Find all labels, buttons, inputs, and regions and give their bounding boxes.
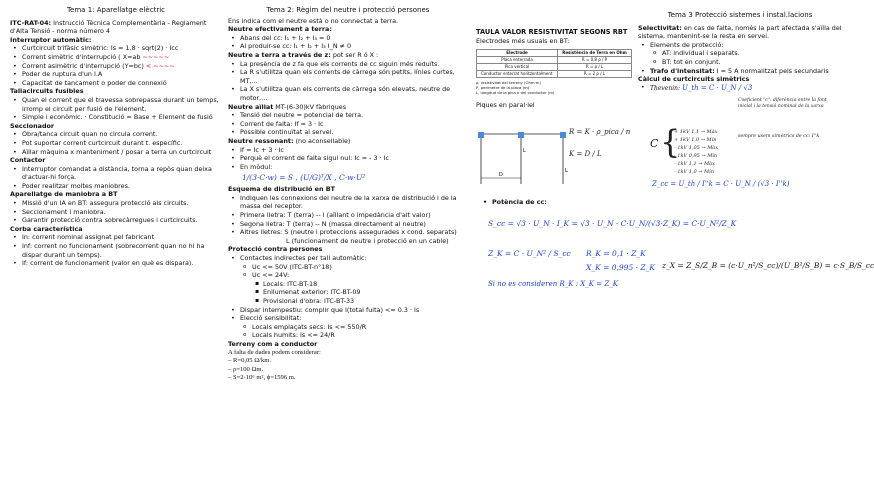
handwritten-scc: S_cc = √3 · U_N · I_K = √3 · U_N · C·U_N/(√3·Z_K) = C·U_N²/Z_K: [488, 219, 737, 228]
maniobra-list: [10, 199, 222, 225]
taula-title: TAULA VALOR RESISTIVITAT SEGONS RBT: [476, 28, 628, 36]
list-item: • If = Ic + 3 · Ic: [228, 146, 468, 155]
elements-list: [638, 41, 842, 75]
list-item: • Corrent de falta: If = 3 · Ic: [228, 120, 468, 129]
table-row: Placa enterrada R = 0,8 ρ / P: [477, 57, 632, 64]
list-item: ▪ Enllumenat exterior: ITC-BT-09: [228, 288, 468, 297]
handwritten-k-formula: K = D / L: [569, 150, 602, 158]
heading-seccionador: Seccionador: [10, 121, 55, 130]
contactor-list: [10, 165, 222, 191]
tema2-title: Tema 2: Règim del neutre i protecció persones: [266, 6, 430, 14]
heading-proteccio: Protecció contra persones: [228, 245, 323, 254]
proteccio-list: [228, 254, 468, 340]
formula-zx: z_X = Z_S/Z_B = (c·U_n²/S_cc)/(U_B²/S_B) = c·S_B/S_cc: [662, 261, 874, 270]
list-item: • Abans del cc: I₁ + I₂ + I₃ = 0: [228, 34, 468, 43]
column-tema2: [228, 0, 468, 383]
handwritten-mark: < ~~~~: [145, 61, 175, 70]
esquema-tail: L (funcionament de neutre i protecció en un cable): [286, 236, 449, 245]
neutre-intro: Ens indica com el neutre està o no connectat a terra.: [228, 16, 399, 25]
tema3-title: Tema 3 Protecció sistemes i instal.lacions: [667, 11, 813, 19]
handwritten-thevenin: U_th = C · U_N / √3: [681, 83, 753, 92]
terreny-item: – ρ=100 Ωm.: [228, 365, 264, 373]
heading-neutre-aillat: Neutre aïllat MT-(6-30)kV fàbriques: [228, 102, 347, 111]
list-item: • Aïllar màquina x manteniment / posar a terra un curtcircuit: [10, 148, 222, 157]
table-notes: ρ, resistivitat del terreny (Ohm·m) P, perímetre de la placa (m) L, longitud de la pica o del conductor (m): [476, 80, 555, 96]
taula-subtitle: Electrodes més usuals en BT:: [476, 36, 570, 45]
corba-list: [10, 233, 222, 267]
list-item: • Poder de ruptura d'un I.A: [10, 70, 222, 79]
interruptor-list: [10, 44, 222, 87]
heading-neutre-ressonant: Neutre ressonant: (no aconsellable): [228, 136, 351, 145]
itc-text: Instrucció Tècnica Complementària - Reglament d'Alta Tensió - norma número 4: [10, 18, 207, 36]
list-item: • La presència de z fa que els corrents de cc siguin més reduïts.: [228, 60, 468, 69]
list-item: • Seccionament i maniobra.: [10, 208, 222, 217]
heading-fusibles: Tallacircuits fusibles: [10, 87, 84, 96]
heading-corba: Corba característica: [10, 224, 83, 233]
diagram-label: L: [565, 168, 568, 174]
table-header: Resistència de Terra en Ohm: [558, 50, 632, 57]
list-item: • Segona lletra: T (terra) -- N (massa directament al neutre): [228, 220, 468, 229]
heading-neutre-z: Neutre a terra a través de z: pot ser R ó X :: [228, 50, 379, 59]
list-item: • Corrent simètric d'interrupció ( X=ab ~~~~~: [10, 53, 222, 62]
list-item: • Missió d'un IA en BT: assegura protecció als circuits.: [10, 199, 222, 208]
handwritten-note: Si no es consideren R_K : X_K = Z_K: [488, 280, 618, 288]
table-header: Electrode: [477, 50, 558, 57]
list-item: • Primera lletra: T (terra) -- I (aïllant o impedància d'alt valor): [228, 211, 468, 220]
handwritten-rk: R_K = 0,1 · Z_K: [586, 249, 646, 258]
list-item: • Possible continuïtat al servei.: [228, 128, 468, 137]
list-item: o Locals humits: Is <= 24/R: [228, 331, 468, 340]
handwritten-xk: X_K = 0,995 · Z_K: [586, 263, 655, 272]
heading-terreny: Terreny com a conductor: [228, 339, 318, 348]
column-tema3: [638, 0, 842, 188]
diagram-label: D: [499, 172, 503, 178]
pica: [518, 132, 524, 138]
diagram-label: L: [523, 148, 526, 154]
list-item: • Dispar intempestiu: complir que I(total fuita) <= 0.3 · Is: [228, 306, 468, 315]
list-item: o AT: individual i separats.: [638, 49, 842, 58]
pica: [478, 132, 484, 138]
list-item: • La X s'utilitza quan els corrents de càrrega són elevats, neutre de motor,...: [228, 85, 468, 102]
list-item: • Contactes indirectes per tall automàtic:: [228, 254, 468, 263]
list-item: • Poder realitzar moltes maniobres.: [10, 182, 222, 191]
piques-diagram: [476, 128, 572, 188]
list-item: • En mòdul:: [228, 163, 468, 172]
list-item: • Altres lletres: S (neutre i proteccions assegurades x cond. separats): [228, 228, 468, 237]
list-item: • Tensió del neutre = potencial de terra.: [228, 111, 468, 120]
list-item: • La R s'utilitza quan els corrents de càrrega són petits, línies curtes, MT,...: [228, 68, 468, 85]
list-item: • Obra/tanca circuit quan no circula corrent.: [10, 130, 222, 139]
selectivitat-heading: Selectivitat:: [638, 23, 682, 32]
calcul-heading: Càlcul de curtcircuits simètrics: [638, 75, 750, 84]
aillat-list: [228, 111, 468, 137]
heading-interruptor: Interruptor automàtic:: [10, 35, 92, 44]
ressonant-list: [228, 146, 468, 172]
list-item: o Locals emplaçats secs: Is <= 550/R: [228, 323, 468, 332]
list-item: o BT: tot en conjunt.: [638, 58, 842, 67]
piques-heading: Piques en paral·lel: [476, 101, 535, 110]
thevenin-list: [638, 84, 842, 94]
handwritten-note-c: Coeficient "c": diferència entre la font inicial i la tensió nominal de la xarxa: [738, 98, 827, 109]
list-item: ▪ Provisional d'obra: ITC-BT-33: [228, 297, 468, 306]
list-item: • If: corrent de funcionament (valor en què es dispara).: [10, 259, 222, 268]
seccionador-list: [10, 130, 222, 156]
list-item: • Pot suportar corrent curtcircuit durant t. específic.: [10, 139, 222, 148]
list-item: • Simple i econòmic. · Constitució = Base + Element de fusió: [10, 113, 222, 122]
heading-esquema: Esquema de distribució en BT: [228, 185, 335, 194]
itc-tag: ITC-RAT-04:: [10, 18, 52, 27]
table-row: Pica vertical R = ρ / L: [477, 64, 632, 71]
handwritten-zcc: Z_cc = U_th / I''k = C · U_N / (√3 · I''k): [652, 180, 790, 188]
list-item: • Al produir-se cc: I₁ + I₂ + I₃ I_N ≠ 0: [228, 42, 468, 51]
terreny-item: – R=0,05 Ω/km.: [228, 357, 272, 365]
list-item: o Uc <= 24V:: [228, 271, 468, 280]
list-item: o Uc <= 50V (ITC-BT-n°18): [228, 263, 468, 272]
list-item: • Curtcircuit trifàsic simètric: Is = 1.8 · sqrt(2) · Icc: [10, 44, 222, 53]
terra-list: [228, 34, 468, 51]
list-item: • Quan el corrent que el travessa sobrepassa durant un temps, irromp el circuit per fusió de l'element.: [10, 96, 222, 113]
heading-contactor: Contactor: [10, 156, 46, 165]
fusibles-list: [10, 96, 222, 122]
handwritten-mark: ~~~~~: [142, 52, 170, 61]
tema1-title: Tema 1: Aparellatge elèctric: [66, 6, 166, 14]
list-item: • Elements de protecció:: [638, 41, 842, 50]
selectivitat-text: en cas de falta, només la part afectada s'aïlla del sistema, mantenint-se la resta en servei.: [638, 23, 842, 41]
handwritten-c-symbol: C: [650, 137, 659, 150]
list-item: • Indiquen les connexions del neutre de la xarxa de distribució i de la massa del receptor.: [228, 194, 468, 211]
handwritten-note-simetrics: sempre usem simètrics de cc: I''k: [738, 134, 820, 139]
potencia-heading: • Potència de cc:: [480, 198, 680, 207]
list-item: • Thevenin: U_th = C · U_N / √3: [638, 84, 842, 94]
handwritten-zk: Z_K = C · U_N² / S_cc: [488, 249, 571, 258]
column-tema1: [10, 0, 222, 268]
list-item: • Corrent asimètric d'interrupció (Y=bc) < ~~~~: [10, 62, 222, 71]
resistivitat-table: [476, 49, 632, 78]
list-item: • Inf: corrent no funcionament (sobrecorrent quan no hi ha dispar durant un temps).: [10, 242, 222, 259]
heading-neutre-terra: Neutre efectivament a terra:: [228, 25, 332, 34]
terreny-intro: A falta de dades podem considerar:: [228, 348, 321, 356]
table-row: Conductor enterrat horitzontalment R = 2 ρ / L: [477, 71, 632, 78]
list-item: • Capacitat de tancament o poder de connexió: [10, 79, 222, 88]
handwritten-r-formula: R = K · ρ_pica / n: [569, 128, 631, 136]
handwritten-brace: {: [660, 123, 681, 161]
list-item: ▪ Locals: ITC-BT-18: [228, 280, 468, 289]
list-item: • Trafo d'intensitat: I = 5 A normalitzat pels secundaris: [638, 67, 842, 76]
list-item: • Elecció sensibilitat:: [228, 314, 468, 323]
esquema-list: [228, 194, 468, 237]
heading-maniobra: Aparellatge de maniobra a BT: [10, 190, 118, 199]
z-list: [228, 60, 468, 103]
list-item: • Perquè el corrent de falta sigui nul: Ic = - 3 · Ic: [228, 154, 468, 163]
pica: [560, 132, 566, 138]
terreny-item: – S=2·10⁶ m², ϕ=1596 m.: [228, 374, 296, 382]
list-item: • Interruptor comandat a distància, torna a repòs quan deixa d'actuar-hi força.: [10, 165, 222, 182]
list-item: • Garantir protecció contra sobrecàrregues i curtcircuits.: [10, 216, 222, 225]
handwritten-formula: 1/(3·C·w) = S , (U/G)ᵀ/X , C·w·U²: [242, 173, 366, 183]
list-item: • In: corrent nominal assignat pel fabricant: [10, 233, 222, 242]
handwritten-c-table: + 1kV 1,1 → Màx + 1kV 1,0 → Mín - 1kV 1,05 → Màx - 1kV 0,95 → Mín - 1kV 1,1 → Màx - 1kV 1,0 → Mín: [674, 129, 719, 175]
